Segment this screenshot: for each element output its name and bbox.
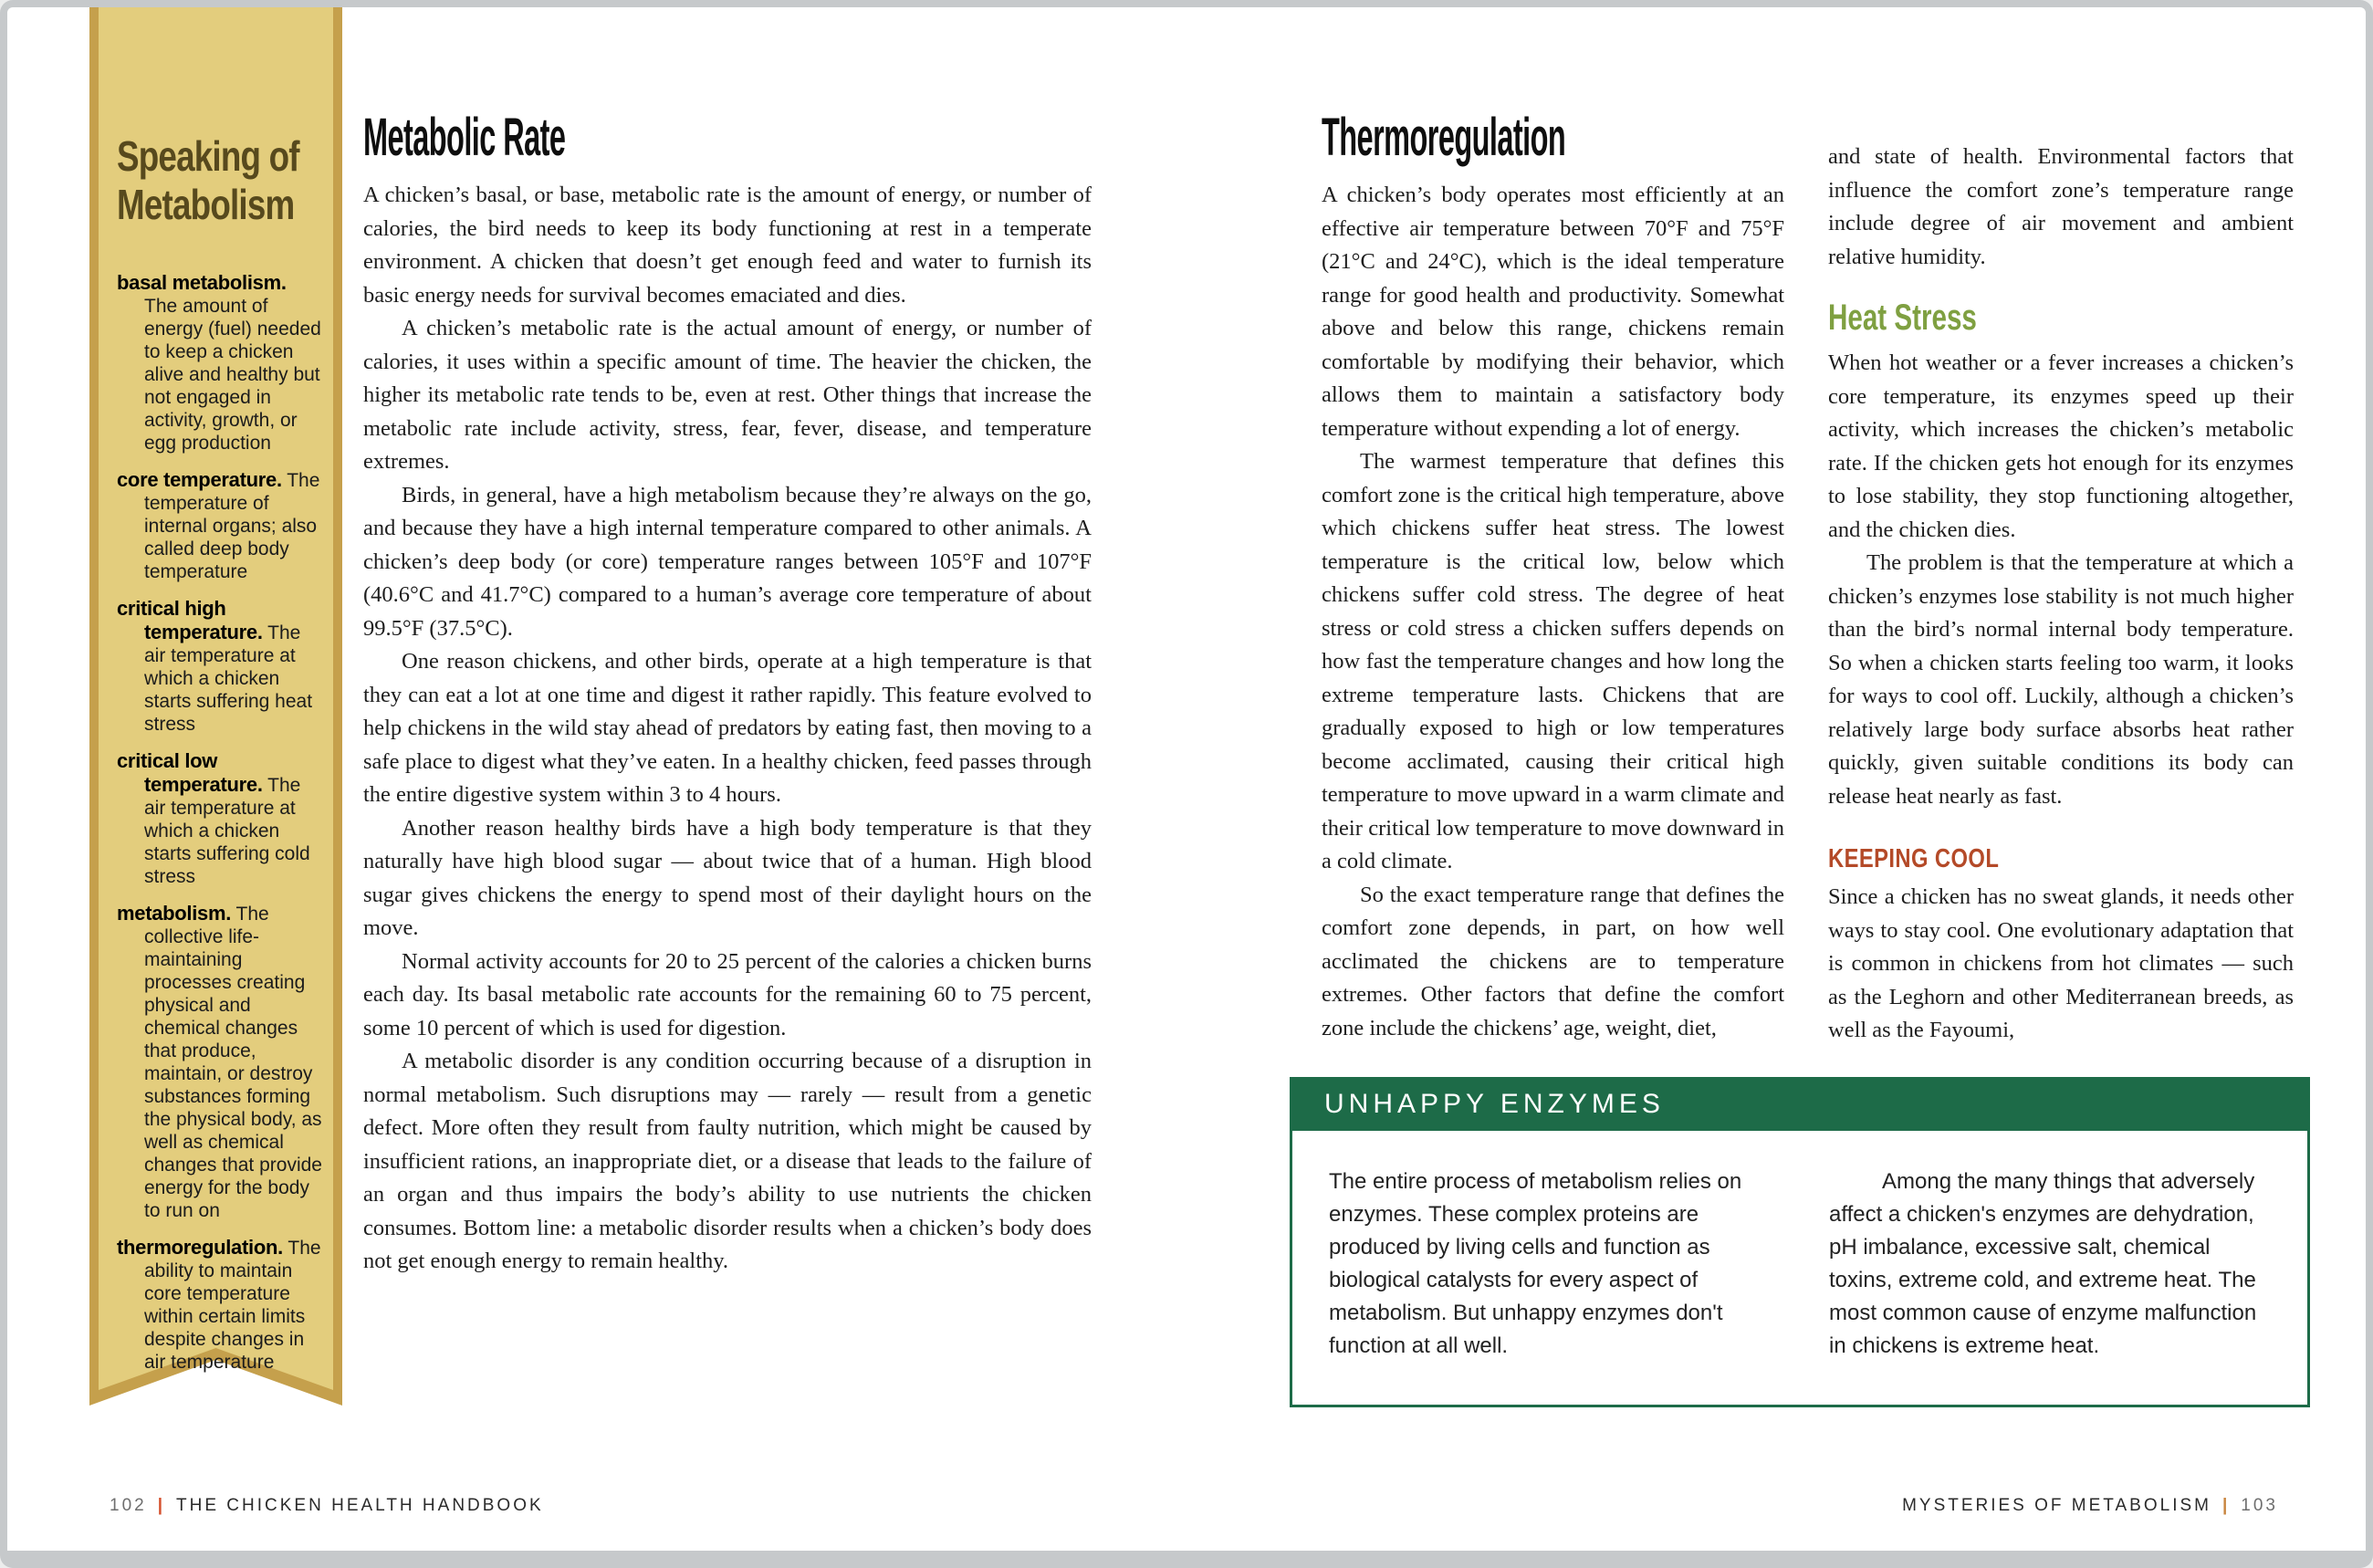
body-paragraph: Normal activity accounts for 20 to 25 percent of the calories a chicken burns each day. Its basal metabolic rate accounts for the remaining 60 to 75 percent, some 10 percent of which is used for digestion. — [363, 948, 1092, 1040]
glossary-definition: The collective life-maintaining processes creating physical and chemical changes that produce, maintain, or destroy substances forming the physical body, as well as chemical changes that provide energy for the body to run on — [144, 904, 322, 1221]
glossary-entry — [117, 902, 322, 1222]
glossary-title-line1: Speaking of — [117, 132, 299, 180]
glossary-term: basal metabolism. — [117, 271, 287, 294]
section-heading-text: Metabolic Rate — [363, 108, 566, 167]
body-paragraph: Another reason healthy birds have a high body temperature is that they naturally have high blood sugar — about twice that of a human. High blood sugar gives chickens the energy to spend most of their daylight hours on the move. — [363, 815, 1092, 940]
glossary-definition: The ability to maintain core temperature within certain limits despite changes in air temperature — [144, 1238, 321, 1373]
glossary-entry — [117, 1236, 322, 1374]
glossary-term: thermoregulation. — [117, 1236, 283, 1259]
subheading-text: Heat Stress — [1828, 298, 1977, 338]
box-column-text: Among the many things that adversely affect a chicken's enzymes are dehydration, pH imbalance, excessive salt, chemical toxins, extreme cold, and extreme heat. The most common cause of enzyme malfunction in chickens is extreme heat. — [1829, 1169, 2257, 1358]
body-paragraph: A metabolic disorder is any condition occurring because of a disruption in normal metabolism. Such disruptions may — rarely — result from a genetic defect. More often they result from faulty nutrition, which might be caused by insufficient rations, an inappropriate diet, or a disease that leads to the failure of an organ and thus impairs the body’s ability to use nutrients the chicken consumes. Bottom line: a metabolic disorder results when a chicken’s body does not get enough energy to remain healthy. — [363, 1049, 1092, 1273]
section-heading-metabolic-rate — [363, 110, 1092, 166]
body-paragraph: The problem is that the temperature at which a chicken’s enzymes lose stability is not much higher than the bird’s normal internal body temperature. So when a chicken starts feeling too warm, it looks for ways to cool off. Luckily, although a chicken’s relatively large body surface absorbs heat rather quickly, given suitable conditions its body can release heat nearly as fast. — [1828, 550, 2294, 809]
left-page-footer — [110, 1496, 544, 1516]
glossary-entry — [117, 749, 322, 888]
body-paragraph: Birds, in general, have a high metabolism because they’re always on the go, and because they have a high internal temperature compared to other animals. A chicken’s deep body (or core) temperature ranges between 105°F and 107°F (40.6°C and 41.7°C) compared to a human’s average core temperature of about 99.5°F (37.5°C). — [363, 482, 1092, 641]
right-page-second-column — [1828, 141, 2294, 1048]
section-heading-text: Thermoregulation — [1322, 108, 1566, 167]
glossary-entry — [117, 597, 322, 736]
ribbon-content — [117, 132, 322, 1387]
glossary-term: critical low temperature. — [117, 749, 263, 796]
body-paragraph: The warmest temperature that defines this comfort zone is the critical high temperature, above which chickens suffer heat stress. The lowest temperature is the critical low, below which chickens suffer cold stress. The degree of heat stress or cold stress a chicken suffers depends on how fast the temperature changes and how long the extreme temperature lasts. Chickens that are gradually exposed to high or low temperatures become acclimated, causing their critical high temperature to move upward in a warm climate and their critical low temperature to move downward in a cold climate. — [1322, 449, 1784, 873]
subheading-text: KEEPING COOL — [1828, 844, 2000, 873]
glossary-definition: The air temperature at which a chicken starts suffering cold stress — [144, 775, 310, 887]
glossary-term: core temperature. — [117, 468, 282, 491]
chapter-title: MYSTERIES OF METABOLISM — [1902, 1496, 2211, 1515]
box-column-text: The entire process of metabolism relies on enzymes. These complex proteins are produced by living cells and function as biological catalysts for every aspect of metabolism. But unhappy enzymes don't function at all well. — [1329, 1169, 1742, 1358]
glossary-term: critical high temperature. — [117, 597, 263, 643]
metabolic-rate-column — [363, 110, 1092, 1279]
glossary-definition: The air temperature at which a chicken starts suffering heat stress — [144, 622, 313, 735]
subheading-heat-stress — [1828, 298, 2294, 338]
box-header-text: UNHAPPY ENZYMES — [1324, 1089, 1665, 1119]
glossary-definition: The amount of energy (fuel) needed to keep a chicken alive and healthy but not engaged in activity, growth, or egg production — [144, 296, 321, 454]
page-number: 103 — [2241, 1496, 2278, 1515]
glossary-definition: The temperature of internal organs; also called deep body temperature — [144, 470, 320, 582]
page-number: 102 — [110, 1496, 147, 1515]
body-paragraph: One reason chickens, and other birds, operate at a high temperature is that they can eat a lot at one time and digest it rather rapidly. This feature evolved to help chickens in the wild stay ahead of predators by eating fast, then moving to a safe place to digest what they’ve eaten. In a healthy chicken, feed passes through the entire digestive system within 3 to 4 hours. — [363, 649, 1092, 807]
book-title: THE CHICKEN HEALTH HANDBOOK — [176, 1496, 544, 1515]
section-heading-thermoregulation — [1322, 110, 1784, 166]
body-paragraph: Since a chicken has no sweat glands, it needs other ways to stay cool. One evolutionary adaptation that is common in chickens from hot climates — such as the Leghorn and other Mediterranean breeds, as well as the Fayoumi, — [1828, 884, 2294, 1042]
footer-separator: | — [2221, 1496, 2231, 1515]
right-page-footer — [1902, 1496, 2278, 1516]
glossary-term: metabolism. — [117, 902, 232, 925]
box-body — [1290, 1131, 2310, 1407]
box-header — [1290, 1077, 2310, 1131]
glossary-list — [117, 271, 322, 1374]
body-paragraph-continuation: and state of health. Environmental factors that influence the comfort zone’s temperature range include degree of air movement and ambient relative humidity. — [1828, 144, 2294, 269]
glossary-entry — [117, 468, 322, 583]
glossary-ribbon — [89, 7, 342, 1406]
body-paragraph: When hot weather or a fever increases a chicken’s core temperature, its enzymes speed up their activity, which increases the chicken’s metabolic rate. If the chicken gets hot enough for its enzymes to lose stability, they stop functioning altogether, and the chicken dies. — [1828, 350, 2294, 542]
body-paragraph: A chicken’s metabolic rate is the actual amount of energy, or number of calories, it uses within a specific amount of time. The heavier the chicken, the higher its metabolic rate tends to be, even at rest. Other things that increase the metabolic rate include activity, stress, fear, fever, disease, and temperature extremes. — [363, 316, 1092, 474]
body-paragraph: A chicken’s body operates most efficiently at an effective air temperature between 70°F and 75°F (21°C and 24°C), which is the ideal temperature range for good health and productivity. Somewhat above and below this range, chickens remain comfortable by modifying their behavior, which allows them to maintain a satisfactory body temperature without expending a lot of energy. — [1322, 183, 1784, 441]
body-paragraph: A chicken’s basal, or base, metabolic rate is the amount of energy, or number of calories, the bird needs to keep its body functioning at rest in a temperate environment. A chicken that doesn’t get enough feed and water to furnish its basic energy needs for survival becomes emaciated and dies. — [363, 183, 1092, 308]
glossary-entry — [117, 271, 322, 455]
glossary-title-line2: Metabolism — [117, 181, 295, 228]
unhappy-enzymes-box — [1290, 1077, 2310, 1407]
footer-separator: | — [157, 1496, 166, 1515]
body-paragraph: So the exact temperature range that defines the comfort zone depends, in part, on how well acclimated the chickens are to temperature extremes. Other factors that define the comfort zone include the chickens’ age, weight, diet, — [1322, 882, 1784, 1040]
subheading-keeping-cool — [1828, 844, 2294, 873]
glossary-title — [117, 132, 322, 229]
thermoregulation-column — [1322, 110, 1784, 1045]
